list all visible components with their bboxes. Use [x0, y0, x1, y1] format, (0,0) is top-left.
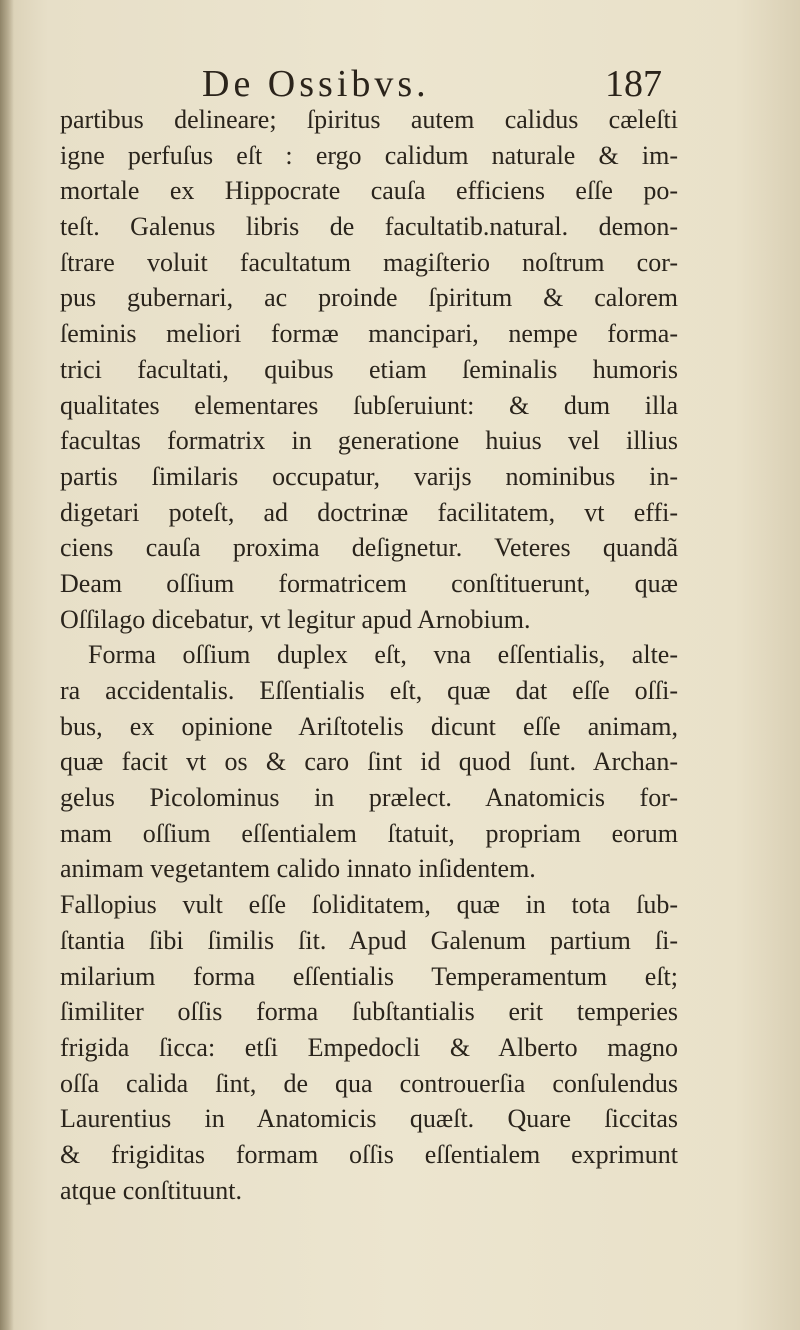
text-line: Laurentius in Anatomicis quæſt. Quare ſiccitas [60, 1104, 678, 1134]
text-line: trici facultati, quibus etiam ſeminalis humoris [60, 354, 678, 384]
text-line: ſimiliter oſſis forma ſubſtantialis erit temperies [60, 997, 678, 1027]
text-line: partibus delineare; ſpiritus autem calidus cæleſti [60, 105, 678, 134]
text-line: teſt. Galenus libris de facultatib.natural. demon- [60, 212, 678, 242]
text-line: ſtantia ſibi ſimilis ſit. Apud Galenum partium ſi- [60, 925, 678, 955]
text-line: digetari poteſt, ad doctrinæ facilitatem, vt effi- [60, 497, 678, 527]
text-line: mam oſſium eſſentialem ſtatuit, propriam eorum [60, 818, 678, 848]
text-line: igne perfuſus eſt : ergo calidum naturale & im- [60, 140, 678, 170]
text-line: pus gubernari, ac proinde ſpiritum & calorem [60, 283, 678, 313]
text-line: atque conſtituunt. [60, 1175, 242, 1205]
running-title: De Ossibvs. [202, 63, 430, 105]
text-line: animam vegetantem calido innato inſidentem. [60, 854, 536, 884]
text-line: gelus Picolominus in prælect. Anatomicis for- [60, 783, 678, 813]
text-line: ra accidentalis. Eſſentialis eſt, quæ dat eſſe oſſi- [60, 676, 678, 705]
text-line: frigida ſicca: etſi Empedocli & Alberto magno [60, 1032, 678, 1062]
text-line: ciens cauſa proxima deſignetur. Veteres quandã [60, 533, 678, 563]
body-text [60, 102, 678, 1208]
page-number: 187 [605, 63, 662, 105]
text-line: oſſa calida ſint, de qua controuerſia conſulendus [60, 1068, 678, 1098]
text-line: facultas formatrix in generatione huius vel illius [60, 426, 678, 456]
text-line: ſeminis meliori formæ mancipari, nempe forma- [60, 319, 678, 349]
text-line: ſtrare voluit facultatum magiſterio noſtrum cor- [60, 247, 678, 277]
text-line: Deam oſſium formatricem conſtituerunt, quæ [60, 568, 678, 598]
text-line: & frigiditas formam oſſis eſſentialem exprimunt [60, 1139, 678, 1169]
text-line: Forma oſſium duplex eſt, vna eſſentialis, alte- [88, 640, 678, 670]
text-line: qualitates elementares ſubſeruiunt: & dum illa [60, 390, 678, 420]
text-line: Fallopius vult eſſe ſoliditatem, quæ in tota ſub- [60, 890, 678, 920]
page-gutter-shadow [0, 0, 14, 1330]
text-line: quæ facit vt os & caro ſint id quod ſunt. Archan- [60, 747, 678, 777]
text-line: partis ſimilaris occupatur, varijs nominibus in- [60, 461, 678, 491]
text-line: Oſſilago dicebatur, vt legitur apud Arnobium. [60, 604, 531, 634]
text-line: mortale ex Hippocrate cauſa efficiens eſſe po- [60, 176, 678, 206]
text-line: milarium forma eſſentialis Temperamentum eſt; [60, 961, 678, 991]
text-line: bus, ex opinione Ariſtotelis dicunt eſſe animam, [60, 711, 678, 741]
